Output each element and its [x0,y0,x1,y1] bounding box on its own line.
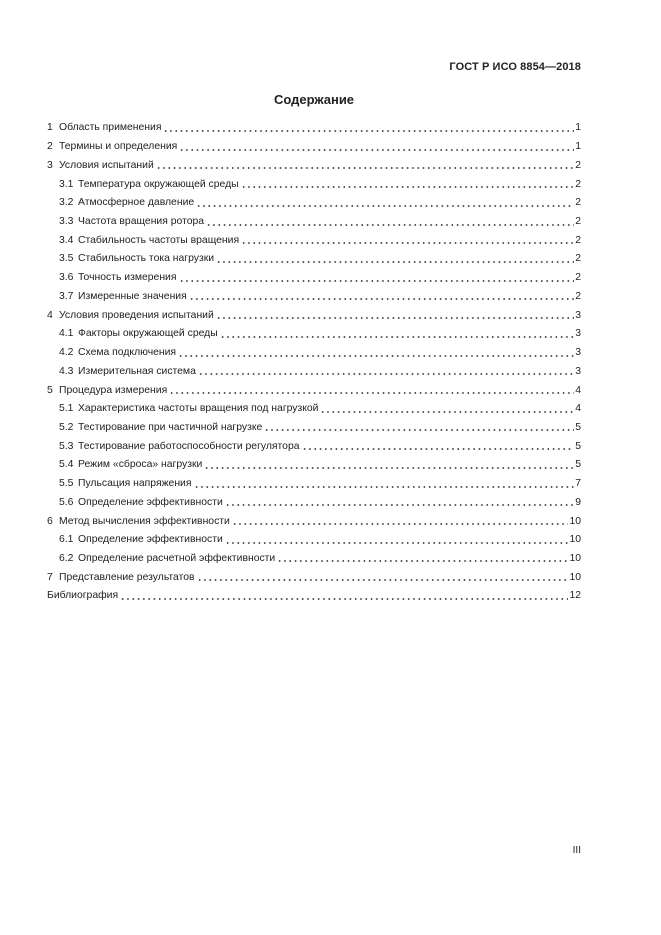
toc-entry [47,193,581,212]
toc-entry [47,268,581,287]
toc-entry-page: 7 [575,478,581,490]
toc-entry-title: Процедура измерения [59,384,168,396]
toc-leader-dots [277,554,568,562]
toc-entry-number: 6 [47,515,53,527]
toc-entry [47,418,581,437]
toc-leader-dots [302,442,575,450]
toc-entry-page: 3 [575,365,581,377]
toc-entry-page: 2 [575,253,581,265]
toc-entry-title: Область применения [59,122,162,134]
toc-entry-page: 3 [575,309,581,321]
toc-leader-dots [241,180,575,188]
toc-entry [47,493,581,512]
toc-entry-number: 4.1 [59,328,74,340]
toc-entry-number: 3.7 [59,290,74,302]
toc-entry-page: 4 [575,384,581,396]
toc-entry-page: 4 [575,403,581,415]
toc-entry [47,530,581,549]
toc-entry [47,399,581,418]
toc-entry-title: Схема подключения [78,347,177,359]
toc-leader-dots [179,274,575,282]
toc-entry-number: 6.1 [59,534,74,546]
toc-entry [47,212,581,231]
toc-entry-title: Тестирование работоспособности регулятора [78,440,300,452]
toc-entry-number: 1 [47,122,53,134]
toc-leader-dots [120,592,568,600]
toc-entry-title: Стабильность тока нагрузки [78,253,215,265]
toc-entry [47,343,581,362]
toc-leader-dots [216,311,574,319]
toc-entry-number: 4.3 [59,365,74,377]
toc-entry-page: 5 [575,421,581,433]
toc-entry-title: Условия проведения испытаний [59,309,214,321]
toc-entry-title: Характеристика частоты вращения под нагрузкой [78,403,319,415]
toc-entry-title: Температура окружающей среды [78,178,239,190]
page-number: III [572,845,581,856]
toc-entry [47,175,581,194]
toc-entry [47,119,581,138]
table-of-contents [47,119,581,606]
toc-entry-page: 2 [575,272,581,284]
toc-leader-dots [189,292,574,300]
toc-entry [47,362,581,381]
toc-entry-number: 3.3 [59,216,74,228]
toc-leader-dots [163,124,574,132]
toc-entry-title: Представление результатов [59,571,195,583]
toc-leader-dots [225,498,574,506]
toc-entry [47,231,581,250]
toc-entry-number: 7 [47,571,53,583]
toc-entry-number: 5.5 [59,478,74,490]
toc-entry [47,474,581,493]
toc-entry [47,437,581,456]
toc-entry-page: 2 [575,178,581,190]
toc-entry-page: 2 [575,234,581,246]
toc-leader-dots [241,236,574,244]
toc-entry-page: 2 [575,197,581,209]
toc-entry-title: Метод вычисления эффективности [59,515,230,527]
toc-entry-page: 2 [575,216,581,228]
toc-leader-dots [169,386,574,394]
toc-leader-dots [178,349,574,357]
toc-entry-title: Термины и определения [59,141,178,153]
toc-entry-page: 5 [575,440,581,452]
toc-entry-page: 10 [569,571,581,583]
toc-entry-title: Библиография [47,590,119,602]
toc-entry-title: Определение расчетной эффективности [78,552,276,564]
toc-leader-dots [264,423,574,431]
toc-entry-number: 3.2 [59,197,74,209]
toc-entry-number: 5.4 [59,459,74,471]
toc-leader-dots [220,330,575,338]
toc-entry [47,587,581,606]
toc-entry-page: 10 [569,552,581,564]
toc-entry-title: Тестирование при частичной нагрузке [78,421,263,433]
toc-entry-number: 6.2 [59,552,74,564]
toc-entry-number: 5.3 [59,440,74,452]
toc-leader-dots [206,218,574,226]
toc-entry-title: Измерительная система [78,365,196,377]
toc-entry-number: 2 [47,141,53,153]
toc-entry-page: 10 [569,534,581,546]
toc-entry-title: Измеренные значения [78,290,187,302]
toc-entry [47,287,581,306]
toc-entry [47,456,581,475]
toc-entry-page: 3 [575,328,581,340]
toc-entry-page: 2 [575,159,581,171]
toc-entry-title: Факторы окружающей среды [78,328,218,340]
toc-leader-dots [194,480,575,488]
document-standard-header: ГОСТ Р ИСО 8854—2018 [449,61,581,73]
page-title: Содержание [273,92,355,107]
toc-entry-number: 4 [47,309,53,321]
toc-entry-number: 4.2 [59,347,74,359]
toc-entry-page: 2 [575,290,581,302]
toc-entry-page: 10 [569,515,581,527]
toc-entry-number: 3.4 [59,234,74,246]
toc-entry-number: 3.6 [59,272,74,284]
toc-leader-dots [225,536,569,544]
toc-entry-page: 1 [575,122,581,134]
toc-entry-title: Частота вращения ротора [78,216,205,228]
toc-leader-dots [204,461,574,469]
toc-entry [47,549,581,568]
toc-entry-page: 1 [575,141,581,153]
toc-leader-dots [196,199,574,207]
toc-entry-page: 9 [575,496,581,508]
toc-entry [47,381,581,400]
toc-entry-number: 5.1 [59,403,74,415]
toc-entry-title: Точность измерения [78,272,177,284]
toc-entry-title: Условия испытаний [59,159,154,171]
toc-leader-dots [232,517,569,525]
toc-leader-dots [197,573,569,581]
toc-entry [47,156,581,175]
toc-entry [47,137,581,156]
toc-leader-dots [198,367,574,375]
toc-entry [47,568,581,587]
toc-entry-title: Определение эффективности [78,534,223,546]
toc-entry [47,512,581,531]
toc-entry-number: 5 [47,384,53,396]
toc-entry-number: 3 [47,159,53,171]
toc-entry-title: Пульсация напряжения [78,478,192,490]
toc-leader-dots [216,255,574,263]
toc-leader-dots [179,143,574,151]
toc-entry-title: Атмосферное давление [78,197,195,209]
toc-entry-title: Режим «сброса» нагрузки [78,459,203,471]
toc-leader-dots [320,405,574,413]
toc-entry-page: 3 [575,347,581,359]
toc-entry-number: 3.1 [59,178,74,190]
toc-entry-title: Стабильность частоты вращения [78,234,240,246]
toc-entry-title: Определение эффективности [78,496,223,508]
toc-entry-page: 12 [569,590,581,602]
toc-entry-number: 5.6 [59,496,74,508]
toc-leader-dots [156,161,574,169]
toc-entry-number: 3.5 [59,253,74,265]
toc-entry [47,325,581,344]
toc-entry-page: 5 [575,459,581,471]
toc-entry [47,250,581,269]
toc-entry [47,306,581,325]
toc-entry-number: 5.2 [59,421,74,433]
